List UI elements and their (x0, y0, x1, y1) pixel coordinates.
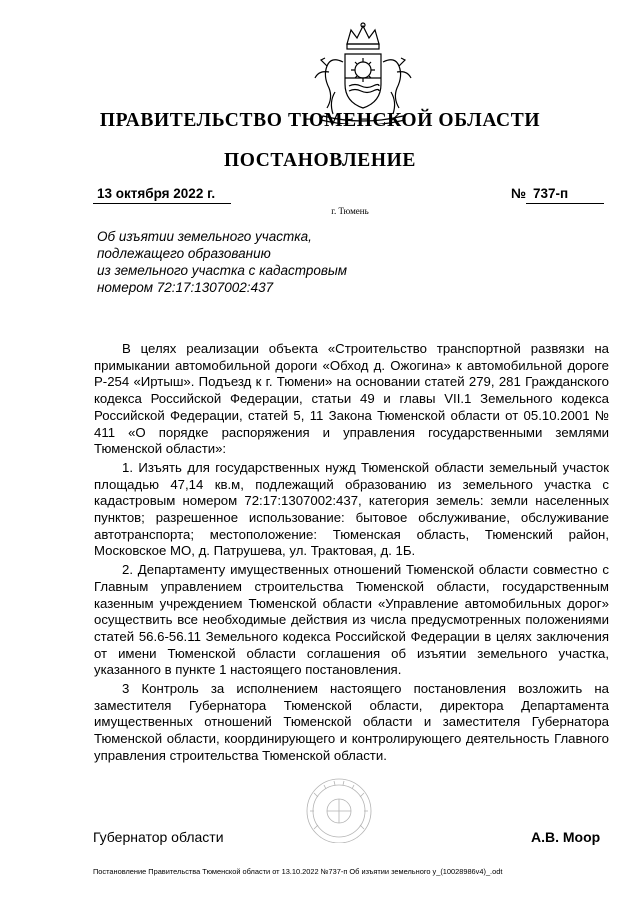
coat-of-arms-emblem (305, 22, 431, 124)
document-date: 13 октября 2022 г. (97, 186, 216, 201)
city-label: г. Тюмень (331, 206, 369, 216)
document-type-title: ПОСТАНОВЛЕНИЕ (223, 150, 417, 171)
number-sign: № (511, 186, 527, 201)
organization-title: ПРАВИТЕЛЬСТВО ТЮМЕНСКОЙ ОБЛАСТИ (99, 110, 541, 131)
subject-line: из земельного участка с кадастровым (97, 263, 348, 278)
footer-filename: Постановление Правительства Тюменской области от 13.10.2022 №737-п Об изъятии земельного у_(10028986v4)_.odt (93, 867, 503, 876)
subject-line: Об изъятии земельного участка, (97, 229, 312, 244)
document-subject (97, 228, 347, 296)
signer-title: Губернатор области (93, 829, 224, 845)
signer-name: А.В. Моор (531, 829, 601, 845)
official-seal-stamp (284, 773, 394, 843)
clause-paragraph: 2. Департаменту имущественных отношений Тюменской области совместно с Главным управлением строительства Тюменской области, государственным казенным учреждением Тюменской области «Управление автомобильных дорог» осуществить все необходимые действия из числа предусмотренных положениями статей 56.6-56.11 Земельного кодекса Российской Федерации в целях заключения от имени Тюменской области соглашения об изъятии земельного участка, указанного в пункте 1 настоящего постановления. (94, 562, 609, 678)
clause-paragraph: 1. Изъять для государственных нужд Тюменской области земельный участок площадью 47,14 кв.м, подлежащий образованию из земельного участка с кадастровым номером 72:17:1307002:437, категория земель: земли населенных пунктов; разрешенное использование: бытовое обслуживание, обслуживание автотранспорта; местоположение: Тюменская область, Тюменский район, Московское МО, д. Патрушева, ул. Трактовая, д. 1Б. (94, 459, 609, 559)
subject-line: номером 72:17:1307002:437 (97, 280, 274, 295)
number-underline (526, 203, 604, 204)
subject-line: подлежащего образованию (97, 246, 271, 261)
document-number: 737-п (533, 186, 569, 201)
clause-paragraph: 3 Контроль за исполнением настоящего постановления возложить на заместителя Губернатора Тюменской области, директора Департамента имущественных отношений Тюменской области и заместителя Губернатора Тюменской области, координирующего и контролирующего деятельность Главного управления строительства Тюменской области. (94, 681, 609, 763)
date-underline (93, 203, 231, 204)
preamble-paragraph: В целях реализации объекта «Строительство транспортной развязки на примыкании автомобильной дороги «Обход д. Ожогина» к автомобильной дороге Р-254 «Иртыш». Подъезд к г. Тюмени» на основании статей 279, 281 Гражданского кодекса Российской Федерации, статьи 49 и главы VII.1 Земельного кодекса Российской Федерации, статей 5, 11 Закона Тюменской области от 05.10.2001 № 411 «О порядке распоряжения и управления государственными землями Тюменской области»: (94, 341, 609, 457)
document-body (94, 341, 609, 767)
